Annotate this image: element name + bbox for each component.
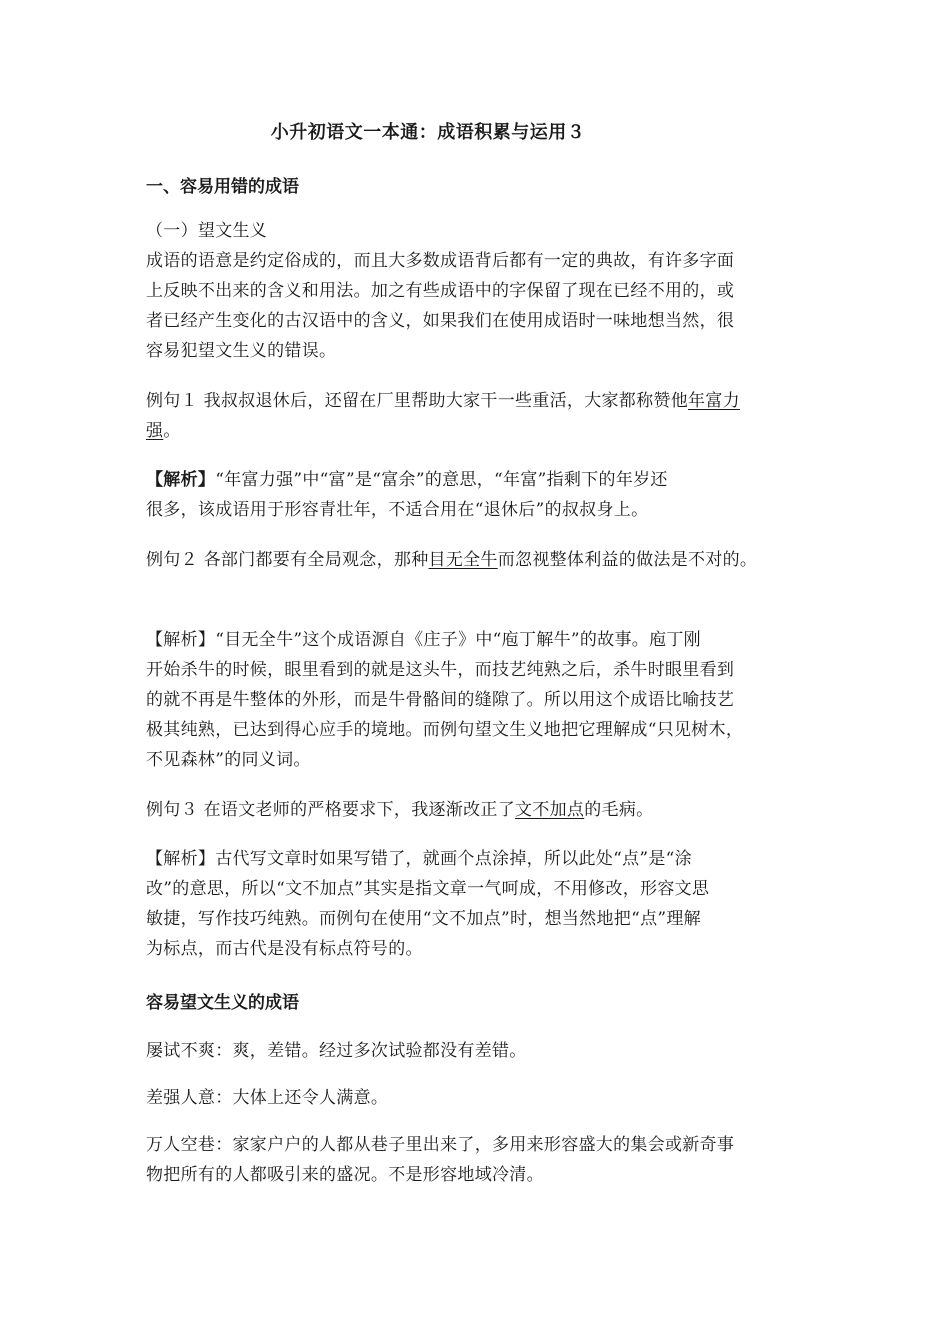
idiom-entry-text: 物把所有的人都吸引来的盛况。不是形容地域冷清。 — [146, 1165, 544, 1185]
section-heading-common-mistakes: 一、容易用错的成语 — [146, 177, 299, 197]
idiom-entry — [146, 1036, 814, 1066]
idiom-entry-text: 万人空巷：家家户户的人都从巷子里出来了，多用来形容盛大的集会或新奇事 — [146, 1135, 735, 1155]
document-title: 小升初语文一本通：成语积累与运用３ — [270, 122, 586, 143]
analysis-1-text: “年富力强”中“富”是“富余”的意思，“年富”指剩下的年岁还 — [215, 470, 668, 490]
subheading-literal-interpretation: （一）望文生义 — [146, 221, 268, 241]
intro-line: 者已经产生变化的古汉语中的含义，如果我们在使用成语时一味地想当然，很 — [146, 311, 735, 331]
example-2 — [146, 545, 814, 575]
idiom-entry-text: 屡试不爽：爽，差错。经过多次试验都没有差错。 — [146, 1041, 527, 1061]
analysis-tag: 【解析】 — [146, 470, 216, 490]
analysis-1-line: 很多，该成语用于形容青壮年，不适合用在“退休后”的叔叔身上。 — [146, 500, 649, 520]
intro-line: 容易犯望文生义的错误。 — [146, 341, 337, 361]
analysis-3 — [146, 844, 814, 964]
example-1-idiom-continued: 强 — [146, 421, 164, 441]
example-1 — [146, 386, 814, 446]
example-2-end: 而忽视整体利益的做法是不对的。 — [497, 550, 758, 570]
analysis-3-text: 古代写文章时如果写错了，就画个点涂掉，所以此处“点”是“涂 — [215, 849, 692, 869]
analysis-3-line: 为标点，而古代是没有标点符号的。 — [146, 939, 423, 959]
example-3 — [146, 795, 814, 825]
idiom-entry — [146, 1083, 814, 1113]
example-1-end: 。 — [163, 421, 181, 441]
analysis-2-line: 的就不再是牛整体的外形，而是牛骨骼间的缝隙了。所以用这个成语比喻技艺 — [146, 690, 735, 710]
example-3-idiom: 文不加点 — [515, 800, 585, 820]
analysis-2-line: 极其纯熟，已达到得心应手的境地。而例句望文生义地把它理解成“只见树木， — [146, 720, 744, 740]
example-2-idiom: 目无全牛 — [428, 550, 498, 570]
example-1-idiom: 年富力 — [688, 391, 740, 411]
intro-line: 成语的语意是约定俗成的，而且大多数成语背后都有一定的典故，有许多字面 — [146, 251, 735, 271]
example-3-text: 例句３ 在语文老师的严格要求下，我逐渐改正了 — [146, 800, 516, 820]
intro-line: 上反映不出来的含义和用法。加之有些成语中的字保留了现在已经不用的，或 — [146, 281, 735, 301]
analysis-3-line: 敏捷，写作技巧纯熟。而例句在使用“文不加点”时，想当然地把“点”理解 — [146, 909, 701, 929]
section-heading-idiom-list: 容易望文生义的成语 — [146, 993, 299, 1013]
analysis-2-line: 不见森林”的同义词。 — [146, 750, 311, 770]
analysis-2-line: 开始杀牛的时候，眼里看到的就是这头牛，而技艺纯熟之后，杀牛时眼里看到 — [146, 660, 735, 680]
analysis-2-text: “目无全牛”这个成语源自《庄子》中“庖丁解牛”的故事。庖丁刚 — [215, 630, 701, 650]
intro-paragraph — [146, 216, 814, 366]
example-1-text: 例句１ 我叔叔退休后，还留在厂里帮助大家干一些重活，大家都称赞他 — [146, 391, 689, 411]
example-3-end: 的毛病。 — [584, 800, 654, 820]
analysis-1 — [146, 465, 814, 525]
analysis-3-line: 改”的意思，所以“文不加点”其实是指文章一气呵成，不用修改，形容文思 — [146, 879, 710, 899]
analysis-2 — [146, 625, 814, 775]
idiom-entry-text: 差强人意：大体上还令人满意。 — [146, 1088, 389, 1108]
idiom-entry — [146, 1130, 814, 1190]
analysis-tag: 【解析】 — [146, 849, 216, 869]
analysis-tag: 【解析】 — [146, 630, 216, 650]
example-2-text: 例句２ 各部门都要有全局观念，那种 — [146, 550, 429, 570]
